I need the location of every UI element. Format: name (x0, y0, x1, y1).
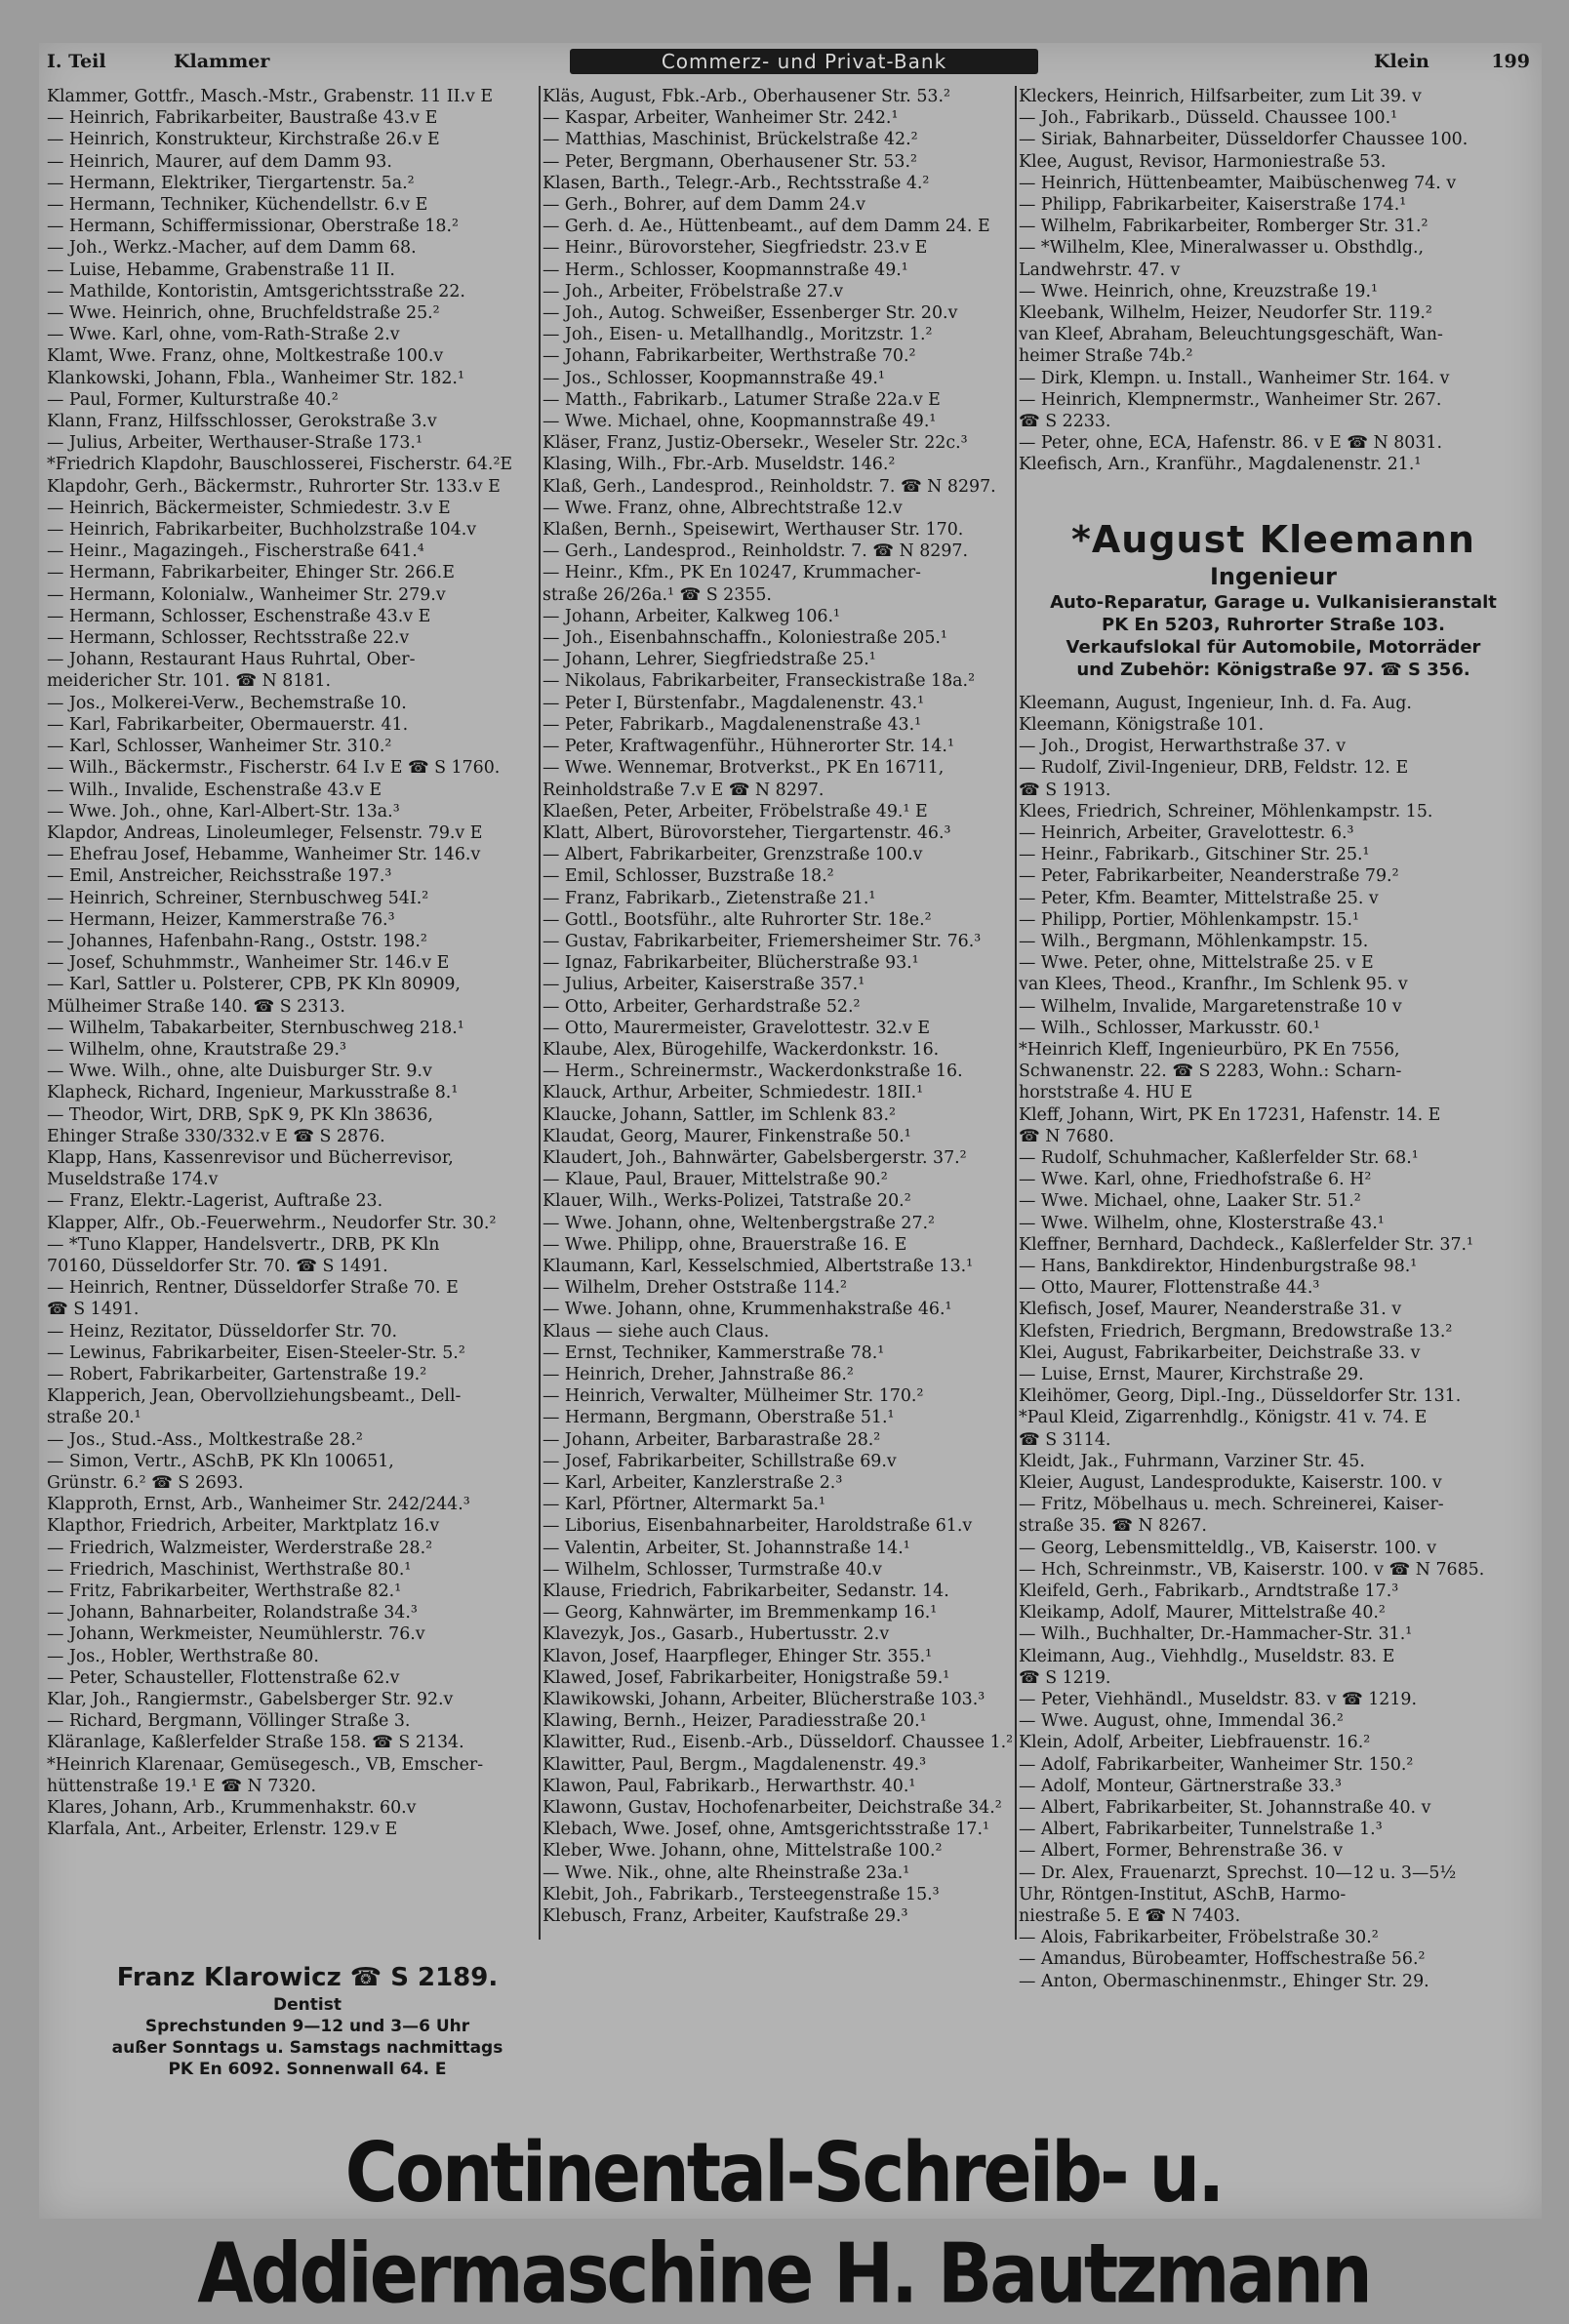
directory-entry: *Heinrich Klarenaar, Gemüsegesch., VB, Emscher- (47, 1754, 484, 1775)
directory-entry: ☎ S 3114. (1019, 1429, 1111, 1450)
ad-name: Franz Klarowicz ☎ S 2189. (116, 1963, 499, 1992)
directory-entry: — Otto, Maurer, Flottenstraße 44.³ (1019, 1278, 1320, 1299)
directory-entry: — Peter, Kfm. Beamter, Mittelstraße 25. v (1019, 888, 1379, 908)
directory-entry: — Heinrich, Fabrikarbeiter, Baustraße 43.v E (47, 108, 438, 129)
directory-entry: — Joh., Drogist, Herwarthstraße 37. v (1019, 737, 1347, 757)
directory-entry: Klawitter, Paul, Bergm., Magdalenenstr. 49.³ (543, 1754, 927, 1775)
directory-entry: — Luise, Ernst, Maurer, Kirchstraße 29. (1019, 1364, 1364, 1384)
directory-entry: — Herm., Schlosser, Koopmannstraße 49.¹ (543, 260, 908, 280)
directory-entry: Klaudat, Georg, Maurer, Finkenstraße 50.¹ (543, 1126, 911, 1146)
directory-entry: *Heinrich Kleff, Ingenieurbüro, PK En 7556, (1019, 1039, 1400, 1060)
directory-entry: Klamt, Wwe. Franz, ohne, Moltkestraße 100.v (47, 346, 444, 367)
directory-entry: Klause, Friedrich, Fabrikarbeiter, Sedanstr. 14. (543, 1582, 949, 1602)
directory-entry: Kleebank, Wilhelm, Heizer, Neudorfer Str. 119.² (1019, 303, 1432, 324)
directory-entry: — Johann, Arbeiter, Kalkweg 106.¹ (543, 606, 840, 626)
directory-entry: — Wwe. Franz, ohne, Albrechtstraße 12.v (543, 498, 903, 518)
directory-entry: — Friedrich, Maschinist, Werthstraße 80.¹ (47, 1559, 412, 1580)
directory-entry: Klapperich, Jean, Obervollziehungsbeamt., Dell- (47, 1386, 462, 1407)
directory-entry: Klebach, Wwe. Josef, ohne, Amtsgerichtsstraße 17.¹ (543, 1820, 989, 1840)
directory-entry: Klar, Joh., Rangiermstr., Gabelsberger Str. 92.v (47, 1690, 454, 1710)
directory-entry: van Kleef, Abraham, Beleuchtungsgeschäft, Wan- (1019, 325, 1443, 345)
directory-entry: — Wwe. Philipp, ohne, Brauerstraße 16. E (543, 1234, 907, 1255)
ad-line: Sprechstunden 9—12 und 3—6 Uhr (144, 2017, 470, 2036)
ad-name: *August Kleemann (1071, 518, 1475, 561)
directory-entry: Klankowski, Johann, Fbla., Wanheimer Str. 182.¹ (47, 368, 464, 388)
directory-entry: Klees, Friedrich, Schreiner, Möhlenkampstr. 15. (1019, 801, 1433, 821)
directory-entry: Grünstr. 6.² ☎ S 2693. (47, 1473, 244, 1493)
directory-column-2 (543, 86, 1015, 1927)
directory-entry: Klapdohr, Gerh., Bäckermstr., Ruhrorter Str. 133.v E (47, 476, 501, 497)
directory-entry: — Adolf, Fabrikarbeiter, Wanheimer Str. 150.² (1019, 1754, 1414, 1775)
directory-entry: — Albert, Fabrikarbeiter, Grenzstraße 100.v (543, 845, 923, 865)
directory-entry: — Albert, Fabrikarbeiter, Tunnelstraße 1.³ (1019, 1820, 1383, 1840)
directory-entry: — Wilhelm, Tabakarbeiter, Sternbuschweg 218.¹ (47, 1018, 464, 1038)
directory-entry: — Ignaz, Fabrikarbeiter, Blücherstraße 93.¹ (543, 953, 919, 974)
directory-entry: Landwehrstr. 47. v (1019, 260, 1181, 280)
directory-entry: — Peter I, Bürstenfabr., Magdalenenstr. 43.¹ (543, 693, 925, 713)
directory-entry: — Jos., Hobler, Werthstraße 80. (47, 1646, 319, 1666)
directory-entry: — Heinr., Magazingeh., Fischerstraße 641.⁴ (47, 541, 424, 562)
directory-entry: — Julius, Arbeiter, Kaiserstraße 357.¹ (543, 975, 865, 995)
directory-entry: — Otto, Maurermeister, Gravelottestr. 32.v E (543, 1018, 931, 1038)
directory-entry: — Luise, Hebamme, Grabenstraße 11 II. (47, 260, 395, 280)
directory-entry: — Herm., Schreinermstr., Wackerdonkstraße 16. (543, 1062, 963, 1082)
directory-entry: — Josef, Schuhmmstr., Wanheimer Str. 146.v E (47, 953, 450, 974)
directory-entry: Kleefisch, Arn., Kranführ., Magdalenenstr. 21.¹ (1019, 455, 1422, 475)
directory-entry: — Paul, Former, Kulturstraße 40.² (47, 389, 339, 410)
directory-entry: Kleckers, Heinrich, Hilfsarbeiter, zum Lit 39. v (1019, 87, 1422, 106)
directory-entry: — Siriak, Bahnarbeiter, Düsseldorfer Chaussee 100. (1019, 130, 1468, 150)
directory-entry: Klawikowski, Johann, Arbeiter, Blücherstraße 103.³ (543, 1690, 986, 1710)
directory-entry: — Heinrich, Verwalter, Mülheimer Str. 170.² (543, 1386, 924, 1407)
directory-entry: Museldstraße 174.v (47, 1170, 219, 1190)
directory-entry: Kleifeld, Gerh., Fabrikarb., Arndtstraße 17.³ (1019, 1582, 1399, 1602)
directory-entry: — Rudolf, Schuhmacher, Kaßlerfelder Str. 68.¹ (1019, 1147, 1419, 1168)
directory-entry: — Georg, Lebensmitteldlg., VB, Kaiserstr. 100. v (1019, 1538, 1437, 1558)
directory-entry: Klavon, Josef, Haarpfleger, Ehinger Str. 355.¹ (543, 1646, 933, 1666)
directory-entry: — Valentin, Arbeiter, St. Johannstraße 14.¹ (543, 1538, 910, 1558)
kleemann-advertisement (1025, 517, 1522, 681)
right-guide-word: Klein (1374, 51, 1429, 72)
directory-entry: — Peter, ohne, ECA, Hafenstr. 86. v E ☎ N 8031. (1019, 433, 1443, 454)
directory-entry: Klawitter, Rud., Eisenb.-Arb., Düsseldorf. Chaussee 1.² (543, 1733, 1014, 1753)
directory-entry: — Wilh., Invalide, Eschenstraße 43.v E (47, 780, 382, 800)
directory-entry: — Heinz, Rezitator, Düsseldorfer Str. 70. (47, 1321, 398, 1342)
directory-entry: Mülheimer Straße 140. ☎ S 2313. (47, 996, 345, 1017)
directory-entry: Klauer, Wilh., Werks-Polizei, Tatstraße 20.² (543, 1191, 911, 1212)
directory-entry: Klebit, Joh., Fabrikarb., Tersteegenstraße 15.³ (543, 1884, 940, 1904)
directory-entry: — Kaspar, Arbeiter, Wanheimer Str. 242.¹ (543, 108, 899, 129)
footer-advertisement: Continental-Schreib- u. Addiermaschine H. Bautzmann (197, 2124, 1370, 2322)
directory-entry: — Ernst, Techniker, Kammerstraße 78.¹ (543, 1342, 885, 1363)
directory-entry: — Hans, Bankdirektor, Hindenburgstraße 98.¹ (1019, 1256, 1418, 1276)
directory-entry: ☎ S 1913. (1019, 780, 1111, 800)
directory-entry: *Paul Kleid, Zigarrenhdlg., Königstr. 41 v. 74. E (1019, 1408, 1428, 1428)
directory-entry: — Mathilde, Kontoristin, Amtsgerichtsstraße 22. (47, 281, 465, 301)
directory-entry: — Wwe. Joh., ohne, Karl-Albert-Str. 13a.³ (47, 801, 400, 821)
directory-entry: — Liborius, Eisenbahnarbeiter, Haroldstraße 61.v (543, 1516, 973, 1537)
directory-entry: — Wwe. Karl, ohne, vom-Rath-Straße 2.v (47, 325, 400, 345)
directory-entry (1019, 476, 1526, 498)
directory-entry: — Fritz, Fabrikarbeiter, Werthstraße 82.¹ (47, 1582, 402, 1602)
page-number: 199 (1491, 51, 1530, 72)
directory-entry: — Wilh., Buchhalter, Dr.-Hammacher-Str. 31.¹ (1019, 1624, 1413, 1645)
directory-entry: — Gerh., Landesprod., Reinholdstr. 7. ☎ N 8297. (543, 541, 969, 562)
directory-entry: — Wilhelm, ohne, Krautstraße 29.³ (47, 1039, 346, 1060)
directory-entry: — Wwe. Wilh., ohne, alte Duisburger Str. 9.v (47, 1062, 432, 1082)
directory-entry: — *Tuno Klapper, Handelsvertr., DRB, PK Kln (47, 1234, 440, 1255)
directory-entry: — Heinrich, Fabrikarbeiter, Buchholzstraße 104.v (47, 520, 477, 541)
directory-entry: Klauck, Arthur, Arbeiter, Schmiedestr. 18II.¹ (543, 1083, 924, 1103)
directory-entry: — Georg, Kahnwärter, im Bremmenkamp 16.¹ (543, 1603, 938, 1623)
directory-entry: straße 35. ☎ N 8267. (1019, 1516, 1207, 1537)
directory-entry: van Klees, Theod., Kranfhr., Im Schlenk 95. v (1019, 975, 1408, 995)
directory-entry: — Jos., Stud.-Ass., Moltkestraße 28.² (47, 1429, 363, 1450)
directory-entry: Kläranlage, Kaßlerfelder Straße 158. ☎ S 2134. (47, 1733, 464, 1753)
directory-entry: Klaus — siehe auch Claus. (543, 1321, 770, 1342)
directory-entry: Klein, Adolf, Arbeiter, Liebfrauenstr. 16.² (1019, 1733, 1371, 1753)
directory-entry: — Otto, Arbeiter, Gerhardstraße 52.² (543, 996, 861, 1017)
directory-entry: Klapproth, Ernst, Arb., Wanheimer Str. 242/244.³ (47, 1495, 470, 1515)
ad-line: und Zubehör: Königstraße 97. ☎ S 356. (1076, 660, 1470, 680)
directory-entry: — Heinr., Fabrikarb., Gitschiner Str. 25.¹ (1019, 845, 1370, 865)
directory-entry: — Julius, Arbeiter, Werthauser-Straße 173.¹ (47, 433, 422, 454)
directory-entry: — Heinrich, Arbeiter, Gravelottestr. 6.³ (1019, 822, 1354, 843)
directory-entry: straße 26/26a.¹ ☎ S 2355. (543, 584, 772, 605)
directory-entry: — Johann, Lehrer, Siegfriedstraße 25.¹ (543, 650, 876, 670)
directory-entry: Klawon, Paul, Fabrikarb., Herwarthstr. 40.¹ (543, 1776, 916, 1796)
directory-entry: — Matth., Fabrikarb., Latumer Straße 22a.v E (543, 389, 941, 410)
directory-entry: ☎ S 1219. (1019, 1667, 1111, 1688)
directory-entry: — *Wilhelm, Klee, Mineralwasser u. Obsthdlg., (1019, 238, 1425, 259)
directory-entry: — Wilh., Schlosser, Markusstr. 60.¹ (1019, 1018, 1321, 1038)
directory-entry: — Philipp, Fabrikarbeiter, Kaiserstraße 174.¹ (1019, 195, 1407, 216)
directory-entry: — Karl, Schlosser, Wanheimer Str. 310.² (47, 737, 392, 757)
directory-entry: — Heinrich, Rentner, Düsseldorfer Straße 70. E (47, 1278, 459, 1299)
directory-entry: — Dirk, Klempn. u. Install., Wanheimer Str. 164. v (1019, 368, 1450, 388)
column-divider (1015, 86, 1017, 1940)
directory-entry: — Wwe. Karl, ohne, Friedhofstraße 6. H² (1019, 1170, 1372, 1190)
column-divider (539, 86, 541, 1940)
directory-entry: — Lewinus, Fabrikarbeiter, Eisen-Steeler-Str. 5.² (47, 1342, 465, 1363)
directory-entry: — Hermann, Elektriker, Tiergartenstr. 5a.² (47, 173, 415, 193)
directory-entry: Klaeßen, Peter, Arbeiter, Fröbelstraße 49.¹ E (543, 801, 928, 821)
directory-entry: ☎ S 2233. (1019, 412, 1111, 432)
directory-entry: — Fritz, Möbelhaus u. mech. Schreinerei, Kaiser- (1019, 1495, 1444, 1515)
directory-entry: — Albert, Fabrikarbeiter, St. Johannstraße 40. v (1019, 1798, 1431, 1819)
directory-entry: — Karl, Arbeiter, Kanzlerstraße 2.³ (543, 1473, 843, 1493)
directory-entry: — Johann, Restaurant Haus Ruhrtal, Ober- (47, 650, 416, 670)
ad-line: PK En 6092. Sonnenwall 64. E (168, 2060, 447, 2079)
directory-entry: — Jos., Schlosser, Koopmannstraße 49.¹ (543, 368, 885, 388)
directory-entry: — Wwe. Heinrich, ohne, Kreuzstraße 19.¹ (1019, 281, 1378, 301)
directory-entry: — Josef, Fabrikarbeiter, Schillstraße 69.v (543, 1451, 897, 1471)
directory-entry: — Matthias, Maschinist, Brückelstraße 42.² (543, 130, 918, 150)
directory-entry: — Hermann, Fabrikarbeiter, Ehinger Str. 266.E (47, 563, 455, 583)
directory-entry: — Wwe. Wilhelm, ohne, Klosterstraße 43.¹ (1019, 1213, 1385, 1233)
directory-entry: Kleier, August, Landesprodukte, Kaiserstr. 100. v (1019, 1473, 1442, 1493)
directory-entry: — Wwe. Michael, ohne, Koopmannstraße 49.¹ (543, 412, 937, 432)
directory-entry: Klann, Franz, Hilfsschlosser, Gerokstraße 3.v (47, 412, 437, 432)
directory-entry: Kleffner, Bernhard, Dachdeck., Kaßlerfelder Str. 37.¹ (1019, 1234, 1474, 1255)
directory-entry: — Jos., Molkerei-Verw., Bechemstraße 10. (47, 693, 407, 713)
directory-entry: ☎ S 1491. (47, 1300, 140, 1320)
directory-entry: Klaucke, Johann, Sattler, im Schlenk 83.² (543, 1104, 896, 1125)
ad-line: PK En 5203, Ruhrorter Straße 103. (1102, 615, 1445, 635)
directory-entry: meidericher Str. 101. ☎ N 8181. (47, 671, 332, 692)
directory-entry: Klapdor, Andreas, Linoleumleger, Felsenstr. 79.v E (47, 822, 483, 843)
directory-entry: ☎ N 7680. (1019, 1126, 1114, 1146)
directory-entry: — Wilhelm, Schlosser, Turmstraße 40.v (543, 1559, 882, 1580)
ad-line: Verkaufslokal für Automobile, Motorräder (1066, 637, 1481, 658)
directory-entry: — Peter, Viehhändl., Museldstr. 83. v ☎ 1219. (1019, 1690, 1418, 1710)
ad-title: Dentist (273, 1995, 342, 2015)
directory-entry: Klebusch, Franz, Arbeiter, Kaufstraße 29.³ (543, 1906, 908, 1927)
directory-entry: Klares, Johann, Arb., Krummenhakstr. 60.v (47, 1798, 417, 1819)
directory-entry: — Joh., Autog. Schweißer, Essenberger Str. 20.v (543, 303, 958, 324)
directory-entry: — Gerh. d. Ae., Hüttenbeamt., auf dem Damm 24. E (543, 217, 990, 237)
directory-entry: — Gottl., Bootsführ., alte Ruhrorter Str. 18e.² (543, 909, 932, 930)
directory-entry: Kleimann, Aug., Viehhdlg., Museldstr. 83. E (1019, 1646, 1395, 1666)
directory-entry: Klapthor, Friedrich, Arbeiter, Marktplatz 16.v (47, 1516, 440, 1537)
directory-entry: — Wwe. Michael, ohne, Laaker Str. 51.² (1019, 1191, 1361, 1212)
directory-entry: Uhr, Röntgen-Institut, ASchB, Harmo- (1019, 1884, 1347, 1904)
directory-entry: — Heinrich, Konstrukteur, Kirchstraße 26.v E (47, 130, 440, 150)
directory-entry: — Wilh., Bergmann, Möhlenkampstr. 15. (1019, 931, 1369, 951)
directory-entry: — Friedrich, Walzmeister, Werderstraße 28.² (47, 1538, 433, 1558)
ad-line: außer Sonntags u. Samstags nachmittags (111, 2038, 503, 2058)
directory-entry: Klefsten, Friedrich, Bergmann, Bredowstraße 13.² (1019, 1321, 1453, 1342)
directory-entry: Kleikamp, Adolf, Maurer, Mittelstraße 40.² (1019, 1603, 1386, 1623)
directory-entry: Klapp, Hans, Kassenrevisor und Bücherrevisor, (47, 1147, 454, 1168)
directory-entry: — Wwe. August, ohne, Immendal 36.² (1019, 1711, 1344, 1732)
directory-entry: — Wwe. Johann, ohne, Krummenhakstraße 46.¹ (543, 1300, 952, 1320)
directory-entry: Klavezyk, Jos., Gasarb., Hubertusstr. 2.v (543, 1624, 890, 1645)
directory-entry: Klawing, Bernh., Heizer, Paradiesstraße 20.¹ (543, 1711, 927, 1732)
directory-entry: — Joh., Eisen- u. Metallhandlg., Moritzstr. 1.² (543, 325, 933, 345)
directory-entry: — Johann, Bahnarbeiter, Rolandstraße 34.³ (47, 1603, 418, 1623)
directory-entry: straße 20.¹ (47, 1408, 141, 1428)
directory-entry: Klammer, Gottfr., Masch.-Mstr., Grabenstr. 11 II.v E (47, 87, 494, 106)
directory-entry: Kleff, Johann, Wirt, PK En 17231, Hafenstr. 14. E (1019, 1104, 1441, 1125)
page-header (47, 49, 1530, 74)
directory-entry: Klee, August, Revisor, Harmoniestraße 53. (1019, 151, 1387, 172)
directory-entry: — Gerh., Bohrer, auf dem Damm 24.v (543, 195, 865, 216)
directory-entry: — Wwe. Nik., ohne, alte Rheinstraße 23a.¹ (543, 1863, 910, 1883)
directory-entry: — Franz, Fabrikarb., Zietenstraße 21.¹ (543, 888, 876, 908)
directory-entry: Klaumann, Karl, Kesselschmied, Albertstraße 13.¹ (543, 1256, 974, 1276)
directory-entry: — Heinr., Kfm., PK En 10247, Krummacher- (543, 563, 921, 583)
directory-entry: — Hermann, Schlosser, Eschenstraße 43.v E (47, 606, 431, 626)
directory-entry: Klaube, Alex, Bürogehilfe, Wackerdonkstr. 16. (543, 1039, 940, 1060)
directory-entry: — Nikolaus, Fabrikarbeiter, Franseckistraße 18a.² (543, 671, 976, 692)
directory-entry: — Heinrich, Maurer, auf dem Damm 93. (47, 151, 392, 172)
directory-entry: *Friedrich Klapdohr, Bauschlosserei, Fischerstr. 64.²E (47, 455, 513, 475)
directory-entry: Klaß, Gerh., Landesprod., Reinholdstr. 7. ☎ N 8297. (543, 476, 996, 497)
directory-entry: — Dr. Alex, Frauenarzt, Sprechst. 10—12 u. 3—5½ (1019, 1863, 1457, 1883)
directory-entry: — Philipp, Portier, Möhlenkampstr. 15.¹ (1019, 909, 1359, 930)
ad-title: Ingenieur (1210, 563, 1337, 590)
directory-entry: — Peter, Bergmann, Oberhausener Str. 53.² (543, 151, 918, 172)
directory-entry: — Hermann, Techniker, Küchendellstr. 6.v E (47, 195, 428, 216)
directory-entry: Klaßen, Bernh., Speisewirt, Werthauser Str. 170. (543, 520, 964, 541)
ad-line: Auto-Reparatur, Garage u. Vulkanisieranstalt (1050, 592, 1497, 613)
directory-entry: — Rudolf, Zivil-Ingenieur, DRB, Feldstr. 12. E (1019, 758, 1409, 779)
directory-entry: Kleidt, Jak., Fuhrmann, Varziner Str. 45. (1019, 1451, 1365, 1471)
directory-entry: — Emil, Anstreicher, Reichsstraße 197.³ (47, 866, 392, 887)
directory-entry: — Heinrich, Hüttenbeamter, Maibüschenweg 74. v (1019, 173, 1457, 193)
klarowicz-advertisement (59, 1961, 556, 2080)
directory-entry: — Wilhelm, Dreher Oststraße 114.² (543, 1278, 847, 1299)
directory-entry: Klapheck, Richard, Ingenieur, Markusstraße 8.¹ (47, 1083, 459, 1103)
directory-entry: Klei, August, Fabrikarbeiter, Deichstraße 33. v (1019, 1342, 1421, 1363)
directory-entry: — Theodor, Wirt, DRB, SpK 9, PK Kln 38636, (47, 1104, 433, 1125)
directory-entry: — Heinrich, Bäckermeister, Schmiedestr. 3.v E (47, 498, 451, 518)
directory-entry: — Heinr., Bürovorsteher, Siegfriedstr. 23.v E (543, 238, 928, 259)
directory-entry: Kleihömer, Georg, Dipl.-Ing., Düsseldorfer Str. 131. (1019, 1386, 1462, 1407)
directory-entry: Klapper, Alfr., Ob.-Feuerwehrm., Neudorfer Str. 30.² (47, 1213, 497, 1233)
directory-entry: — Hermann, Heizer, Kammerstraße 76.³ (47, 909, 395, 930)
directory-entry: — Heinrich, Schreiner, Sternbuschweg 54I.² (47, 888, 429, 908)
directory-entry: Schwanenstr. 22. ☎ S 2283, Wohn.: Scharn- (1019, 1062, 1402, 1082)
directory-entry: Kleemann, August, Ingenieur, Inh. d. Fa. Aug. (1019, 693, 1412, 713)
directory-entry: — Peter, Fabrikarbeiter, Neanderstraße 79.² (1019, 866, 1399, 887)
directory-entry: — Ehefrau Josef, Hebamme, Wanheimer Str. 146.v (47, 845, 481, 865)
directory-entry: Klasen, Barth., Telegr.-Arb., Rechtsstraße 4.² (543, 173, 930, 193)
directory-entry: — Peter, Schausteller, Flottenstraße 62.v (47, 1667, 400, 1688)
directory-column-3 (1019, 86, 1526, 1991)
directory-entry: — Hch, Schreinmstr., VB, Kaiserstr. 100. v ☎ N 7685. (1019, 1559, 1485, 1580)
directory-entry: — Wilhelm, Invalide, Margaretenstraße 10 v (1019, 996, 1402, 1017)
directory-entry: Ehinger Straße 330/332.v E ☎ S 2876. (47, 1126, 385, 1146)
directory-entry: — Joh., Eisenbahnschaffn., Koloniestraße 205.¹ (543, 628, 947, 649)
directory-entry: Reinholdstraße 7.v E ☎ N 8297. (543, 780, 825, 800)
directory-entry: — Emil, Schlosser, Buzstraße 18.² (543, 866, 834, 887)
directory-column-1 (47, 86, 539, 1840)
directory-entry: niestraße 5. E ☎ N 7403. (1019, 1906, 1241, 1927)
directory-entry: — Robert, Fabrikarbeiter, Gartenstraße 19.² (47, 1364, 427, 1384)
directory-entry: — Adolf, Monteur, Gärtnerstraße 33.³ (1019, 1776, 1342, 1796)
directory-entry: — Klaue, Paul, Brauer, Mittelstraße 90.² (543, 1170, 888, 1190)
directory-entry: — Wilhelm, Fabrikarbeiter, Romberger Str. 31.² (1019, 217, 1428, 237)
directory-entry: — Karl, Fabrikarbeiter, Obermauerstr. 41. (47, 714, 409, 735)
directory-entry: Klaudert, Joh., Bahnwärter, Gabelsbergerstr. 37.² (543, 1147, 967, 1168)
directory-entry: Klatt, Albert, Bürovorsteher, Tiergartenstr. 46.³ (543, 822, 951, 843)
directory-entry: — Heinrich, Klempnermstr., Wanheimer Str. 267. (1019, 389, 1442, 410)
directory-entry: — Anton, Obermaschinenmstr., Ehinger Str. 29. (1019, 1971, 1429, 1991)
directory-entry: — Gustav, Fabrikarbeiter, Friemersheimer Str. 76.³ (543, 931, 982, 951)
directory-entry: — Hermann, Kolonialw., Wanheimer Str. 279.v (47, 584, 446, 605)
bank-banner: Commerz- und Privat-Bank (570, 49, 1038, 74)
directory-entry: — Karl, Pförtner, Altermarkt 5a.¹ (543, 1495, 825, 1515)
part-label: I. Teil (47, 51, 106, 72)
directory-entry: — Hermann, Schlosser, Rechtsstraße 22.v (47, 628, 410, 649)
directory-entry: Kläser, Franz, Justiz-Obersekr., Weseler Str. 22c.³ (543, 433, 968, 454)
directory-entry: Klasing, Wilh., Fbr.-Arb. Museldstr. 146.² (543, 455, 896, 475)
directory-entry: heimer Straße 74b.² (1019, 346, 1193, 367)
directory-entry: — Albert, Former, Behrenstraße 36. v (1019, 1841, 1344, 1862)
directory-entry: Kleber, Wwe. Johann, ohne, Mittelstraße 100.² (543, 1841, 943, 1862)
directory-entry: — Johann, Werkmeister, Neumühlerstr. 76.v (47, 1624, 425, 1645)
directory-entry: — Simon, Vertr., ASchB, PK Kln 100651, (47, 1451, 394, 1471)
directory-entry: — Heinrich, Dreher, Jahnstraße 86.² (543, 1364, 854, 1384)
directory-entry: — Hermann, Schiffermissionar, Oberstraße 18.² (47, 217, 459, 237)
directory-entry: horststraße 4. HU E (1019, 1083, 1193, 1103)
directory-entry: 70160, Düsseldorfer Str. 70. ☎ S 1491. (47, 1256, 388, 1276)
left-guide-word: Klammer (174, 51, 270, 72)
directory-entry: — Wwe. Heinrich, ohne, Bruchfeldstraße 25.² (47, 303, 440, 324)
directory-entry: Klefisch, Josef, Maurer, Neanderstraße 31. v (1019, 1300, 1402, 1320)
directory-entry: — Wwe. Wennemar, Brotverkst., PK En 16711, (543, 758, 945, 779)
directory-entry: Klawed, Josef, Fabrikarbeiter, Honigstraße 59.¹ (543, 1667, 950, 1688)
directory-entry: — Hermann, Bergmann, Oberstraße 51.¹ (543, 1408, 895, 1428)
directory-entry: — Joh., Arbeiter, Fröbelstraße 27.v (543, 281, 844, 301)
directory-entry: — Franz, Elektr.-Lagerist, Auftraße 23. (47, 1191, 383, 1212)
directory-entry: — Wwe. Johann, ohne, Weltenbergstraße 27.² (543, 1213, 936, 1233)
directory-entry: Klarfala, Ant., Arbeiter, Erlenstr. 129.v E (47, 1820, 398, 1840)
directory-entry: Klawonn, Gustav, Hochofenarbeiter, Deichstraße 34.² (543, 1798, 1002, 1819)
directory-entry: — Peter, Fabrikarb., Magdalenenstraße 43.¹ (543, 714, 922, 735)
directory-entry: — Johann, Fabrikarbeiter, Werthstraße 70.² (543, 346, 916, 367)
directory-entry: — Richard, Bergmann, Völlinger Straße 3. (47, 1711, 411, 1732)
directory-entry: — Karl, Sattler u. Polsterer, CPB, PK Kln 80909, (47, 975, 461, 995)
directory-entry: — Johannes, Hafenbahn-Rang., Oststr. 198.² (47, 931, 427, 951)
directory-entry: — Amandus, Bürobeamter, Hoffschestraße 56.² (1019, 1949, 1426, 1970)
directory-entry: Kläs, August, Fbk.-Arb., Oberhausener Str. 53.² (543, 87, 950, 106)
directory-entry: hüttenstraße 19.¹ E ☎ N 7320. (47, 1776, 316, 1796)
directory-entry: — Alois, Fabrikarbeiter, Fröbelstraße 30.² (1019, 1928, 1379, 1948)
directory-entry: — Peter, Kraftwagenführ., Hühnerorter Str. 14.¹ (543, 737, 954, 757)
directory-entry: — Wwe. Peter, ohne, Mittelstraße 25. v E (1019, 953, 1374, 974)
directory-entry: Kleemann, Königstraße 101. (1019, 714, 1265, 735)
directory-entry: — Johann, Arbeiter, Barbarastraße 28.² (543, 1429, 881, 1450)
directory-entry: — Joh., Werkz.-Macher, auf dem Damm 68. (47, 238, 417, 259)
directory-entry (1019, 498, 1526, 519)
directory-entry: — Joh., Fabrikarb., Düsseld. Chaussee 100.¹ (1019, 108, 1398, 129)
directory-entry: — Wilh., Bäckermstr., Fischerstr. 64 I.v E ☎ S 1760. (47, 758, 501, 779)
